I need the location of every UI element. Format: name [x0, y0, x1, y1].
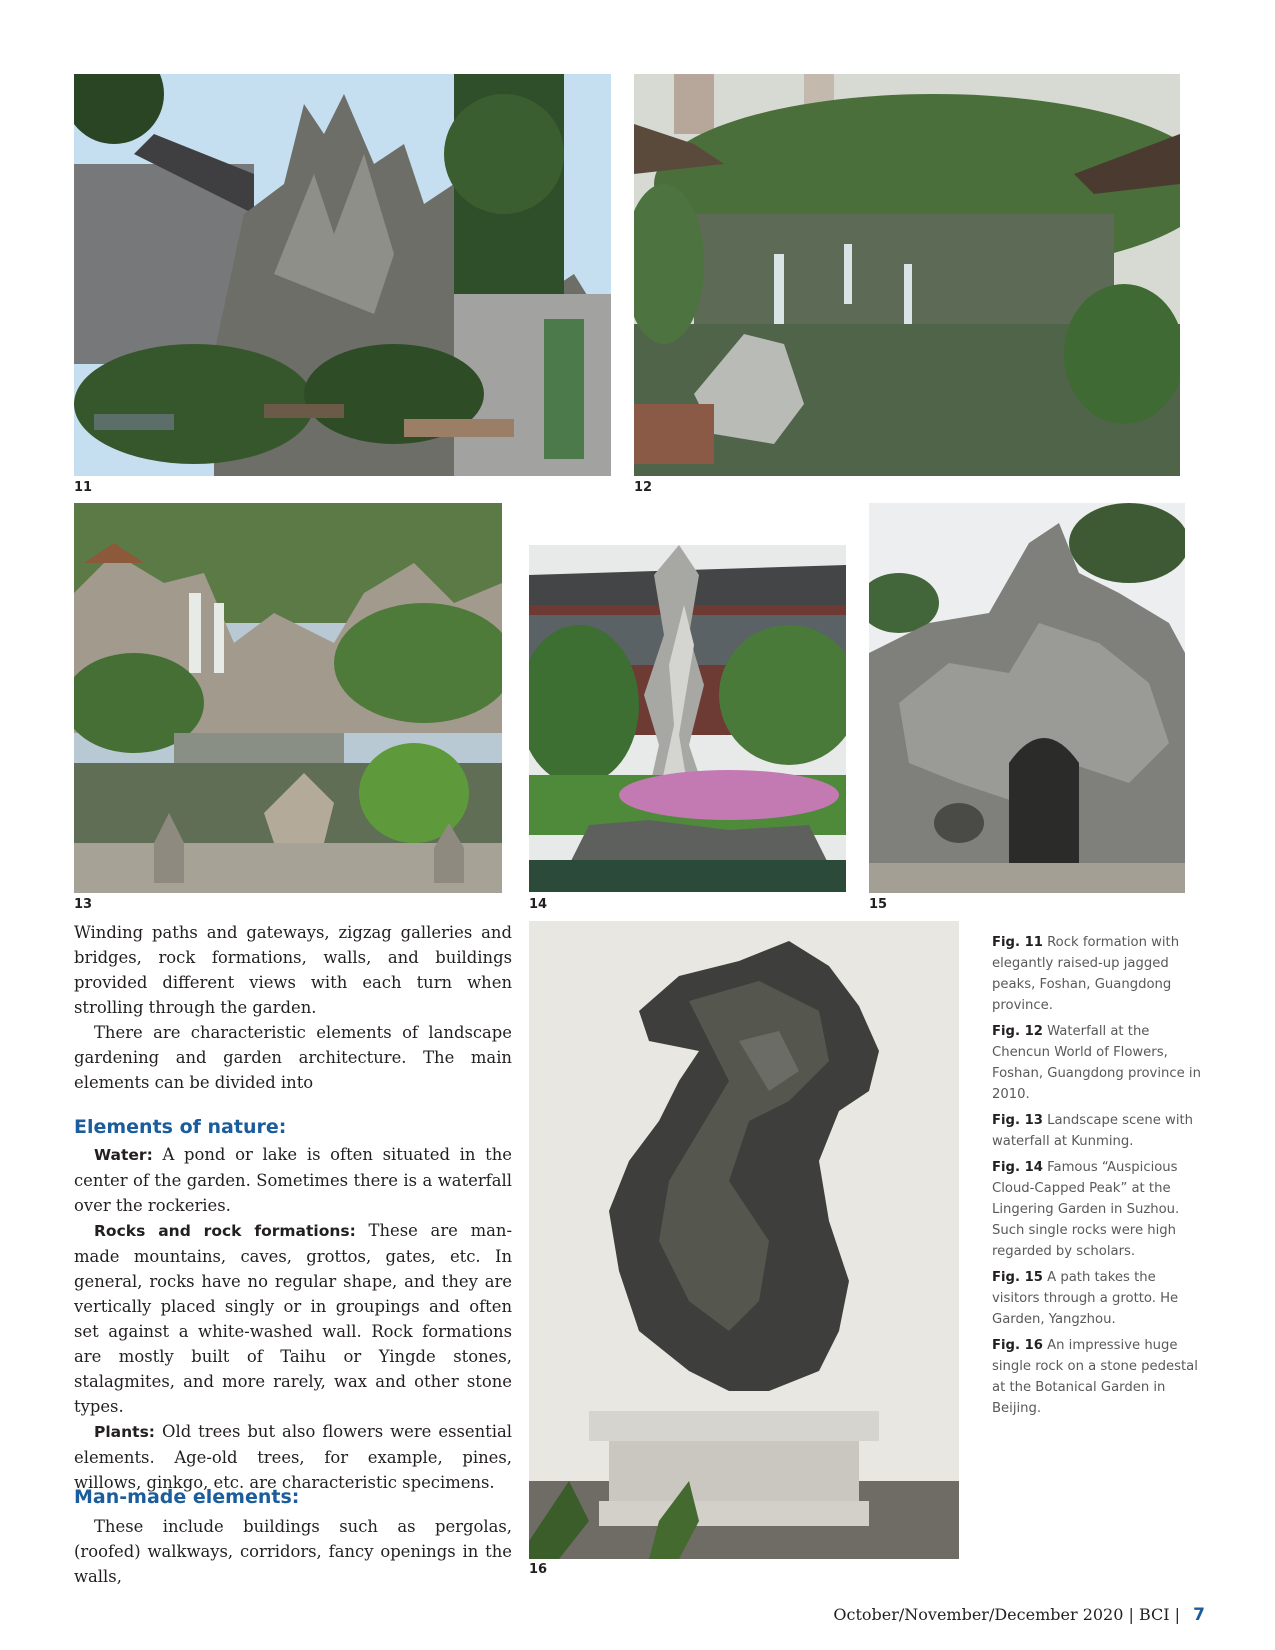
paragraph: A pond or lake is often situated in the center of the garden. Sometimes there is a waterfall over the rockeries. [74, 1145, 512, 1215]
caption-text: A path takes the visitors through a grotto. He Garden, Yangzhou. [992, 1270, 1179, 1327]
caption [992, 932, 1207, 1016]
caption-text: Rock formation with elegantly raised-up jagged peaks, Foshan, Guangdong province. [992, 935, 1180, 1013]
figure-16-photo [529, 921, 959, 1559]
caption [992, 1110, 1207, 1152]
paragraph: Winding paths and gateways, zigzag galleries and bridges, rock formations, walls, and buildings provided different views with each turn when strolling through the garden. [74, 923, 512, 1017]
section-heading: Man-made elements: [74, 1486, 300, 1508]
figure-number: 14 [529, 897, 548, 912]
paragraph: These include buildings such as pergolas, (roofed) walkways, corridors, fancy openings in the walls, [74, 1517, 512, 1586]
figure-number: 12 [634, 480, 653, 495]
term-lead: Plants: [94, 1423, 156, 1441]
figure-14-photo [529, 545, 846, 892]
section-heading: Elements of nature: [74, 1116, 287, 1138]
issue-label: October/November/December 2020 | BCI | [833, 1605, 1186, 1624]
paragraph: These are man-made mountains, caves, grottos, gates, etc. In general, rocks have no regular shape, and they are vertically placed singly or in groupings and often set against a white-washed wall. Rock formations are mostly built of Taihu or Yingde stones, stalagmites, and more rarely, wax and other stone types. [74, 1221, 512, 1416]
page-number: 7 [1193, 1605, 1205, 1625]
caption-text: Landscape scene with waterfall at Kunming. [992, 1113, 1194, 1149]
caption [992, 1157, 1207, 1262]
figure-number: 15 [869, 897, 888, 912]
caption [992, 1021, 1207, 1105]
page-footer [833, 1605, 1205, 1625]
caption-label: Fig. 12 [992, 1024, 1043, 1039]
caption-label: Fig. 14 [992, 1160, 1043, 1175]
figure-number: 16 [529, 1562, 548, 1577]
caption-label: Fig. 11 [992, 935, 1043, 950]
figure-12-photo [634, 74, 1180, 476]
term-lead: Rocks and rock formations: [94, 1222, 356, 1240]
caption-label: Fig. 15 [992, 1270, 1043, 1285]
caption-text: An impressive huge single rock on a stone pedestal at the Botanical Garden in Beijing. [992, 1338, 1198, 1416]
caption-text: Waterfall at the Chencun World of Flowers, Foshan, Guangdong province in 2010. [992, 1024, 1201, 1102]
figure-number: 13 [74, 897, 93, 912]
figure-15-photo [869, 503, 1185, 893]
figure-captions [992, 932, 1207, 1424]
nature-text [74, 1142, 512, 1495]
intro-text [74, 920, 512, 1095]
caption-text: Famous “Auspicious Cloud-Capped Peak” at the Lingering Garden in Suzhou. Such single rocks were high regarded by scholars. [992, 1160, 1180, 1259]
figure-11-photo [74, 74, 611, 476]
caption-label: Fig. 13 [992, 1113, 1043, 1128]
paragraph: There are characteristic elements of landscape gardening and garden architecture. The main elements can be divided into [74, 1023, 512, 1092]
paragraph: Old trees but also flowers were essential elements. Age-old trees, for example, pines, willows, ginkgo, etc. are characteristic specimens. [74, 1422, 512, 1492]
caption [992, 1335, 1207, 1419]
caption-label: Fig. 16 [992, 1338, 1043, 1353]
caption [992, 1267, 1207, 1330]
figure-13-photo [74, 503, 502, 893]
figure-number: 11 [74, 480, 93, 495]
manmade-text [74, 1514, 512, 1589]
term-lead: Water: [94, 1146, 153, 1164]
